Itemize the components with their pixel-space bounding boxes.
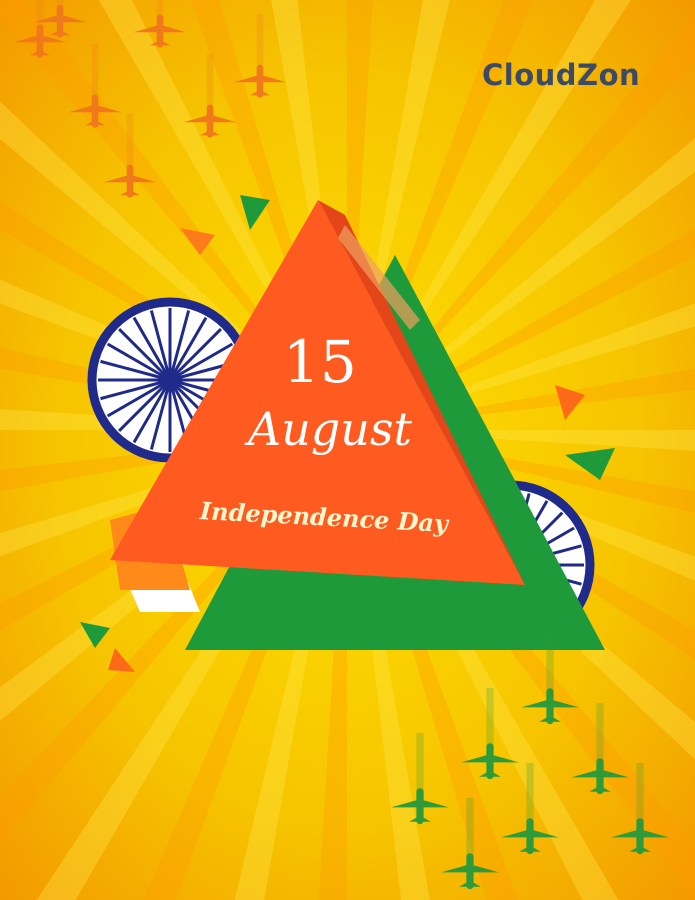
brand-logo: CloudZon <box>482 58 641 92</box>
event-title: Independence Day <box>199 496 449 538</box>
date-day: 15 <box>283 328 357 396</box>
date-month: August <box>248 402 413 456</box>
